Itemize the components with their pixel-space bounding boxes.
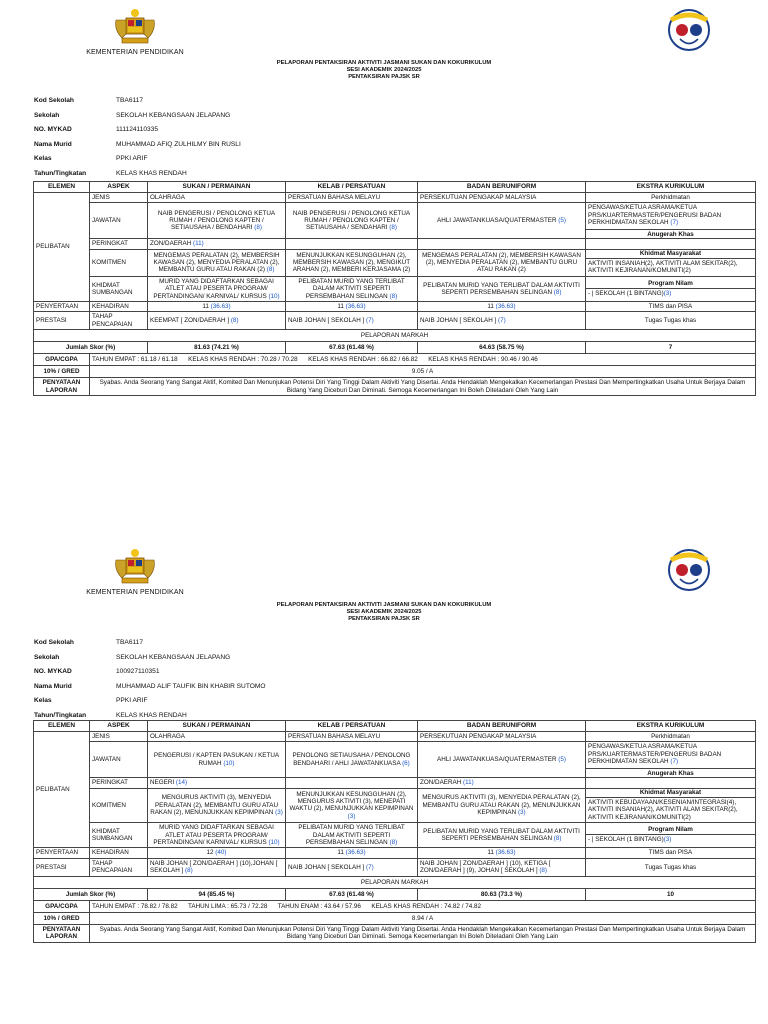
nama-label: Nama Murid bbox=[34, 140, 72, 148]
kelab-komitmen-text: MENUNJUKKAN KESUNGGUHAN (2), MEMBERSIH KAWASAN (2), MENGIKUT ARAHAN (2), MEMBERI KERJASAMA (2) bbox=[292, 251, 411, 274]
nama-value: MUHAMMAD ALIF TAUFIK BIN KHABIR SUTOMO bbox=[116, 682, 266, 690]
sukan-peringkat-score: (11) bbox=[193, 240, 204, 248]
anugerah-value bbox=[586, 778, 756, 788]
sukan-khidmat-score: (10) bbox=[268, 839, 280, 847]
badan-tahap bbox=[418, 858, 586, 876]
badan-khidmat bbox=[418, 276, 586, 301]
pelaporan-markah-header: PELAPORAN MARKAH bbox=[34, 876, 756, 888]
badan-komitmen-text: MENGURUS AKTIVITI (3), MENYEDIA PERALATAN (2), MEMBANTU GURU ATAU RAKAN (2), MENUNJUKKAN KEPIMPINAN bbox=[422, 794, 581, 817]
title-line-1: PELAPORAN PENTAKSIRAN AKTIVITI JASMANI SUKAN DAN KOKURIKULUM bbox=[276, 602, 492, 608]
khidmat-masyarakat-title: Khidmat Masyarakat bbox=[586, 250, 755, 259]
sukan-jenis: OLAHRAGA bbox=[148, 732, 286, 742]
kod-sekolah-value: TBA6117 bbox=[116, 639, 144, 647]
kelab-tahap-score: (7) bbox=[366, 317, 374, 325]
kelab-khidmat bbox=[286, 276, 418, 301]
kelab-header: KELAB / PERSATUAN bbox=[286, 721, 418, 732]
table-row bbox=[34, 732, 756, 742]
report-title bbox=[0, 602, 768, 624]
sukan-khidmat bbox=[148, 276, 286, 301]
ekstra-header: EKSTRA KURIKULUM bbox=[586, 721, 756, 732]
sukan-peringkat-text: NEGERI bbox=[150, 779, 175, 787]
gpa-value: TAHUN EMPAT : 78.82 / 78.82 TAHUN LIMA : 65.73 / 72.28 TAHUN ENAM : 43.64 / 57.96 KELAS KHAS RENDAH : 74.82 / 74.82 bbox=[90, 900, 756, 912]
sukan-tahap-score: (8) bbox=[230, 317, 239, 325]
sukan-jawatan-score: (10) bbox=[223, 759, 235, 767]
kelab-jenis: PERSATUAN BAHASA MELAYU bbox=[286, 732, 418, 742]
kelab-tahap-text: NAIB JOHAN [ SEKOLAH ] bbox=[288, 863, 365, 871]
kelab-kehadiran-score: (36.63) bbox=[345, 849, 366, 857]
kelab-komitmen-text: MENUNJUKKAN KESUNGGUHAN (2), MENGURUS AKTIVITI (3), MENEPATI WAKTU (2), MENUNJUKKAN KEPIMPINAN bbox=[289, 790, 414, 813]
table-row bbox=[34, 888, 756, 900]
sukan-komitmen bbox=[148, 249, 286, 276]
khidmat-masyarakat-value: AKTIVITI KEBUDAYAAN/KESENIAN/INTEGRASI(4), AKTIVITI INSANIAH(2), AKTIVITI ALAM SEKITAR(2), AKTIVITI KEJIRANAN/KOMUNITI(2) bbox=[588, 798, 738, 821]
badan-kehadiran bbox=[418, 302, 586, 312]
ministry-name: KEMENTERIAN PENDIDIKAN bbox=[86, 589, 184, 596]
sukan-komitmen bbox=[148, 788, 286, 823]
kelab-tahap bbox=[286, 858, 418, 876]
mykad-label: NO. MYKAD bbox=[34, 668, 72, 676]
pelibatan-label: PELIBATAN bbox=[34, 193, 90, 302]
sukan-peringkat-text: ZON/DAERAH bbox=[150, 240, 192, 248]
sukan-tahap-text: NAIB JOHAN [ ZON/DAERAH ] (10),JOHAN [ SEKOLAH ] bbox=[150, 859, 278, 875]
school-logo-icon bbox=[666, 6, 712, 52]
badan-header: BADAN BERUNIFORM bbox=[418, 721, 586, 732]
kehadiran-label: KEHADIRAN bbox=[90, 302, 148, 312]
kelab-khidmat-score: (8) bbox=[389, 839, 398, 847]
kelab-jawatan-score: (6) bbox=[402, 759, 410, 767]
badan-jawatan bbox=[418, 203, 586, 239]
badan-tahap-score: (7) bbox=[498, 317, 506, 325]
sukan-komitmen-score: (8) bbox=[266, 266, 275, 274]
sukan-tahap-text: KEEMPAT [ ZON/DAERAH ] bbox=[150, 317, 230, 325]
table-row bbox=[34, 366, 756, 378]
sukan-kehadiran-text: 12 bbox=[206, 849, 214, 857]
nama-value: MUHAMMAD AFIQ ZULHILMY BIN RUSLI bbox=[116, 140, 241, 148]
perkhidmatan-title: Perkhidmatan bbox=[586, 193, 756, 203]
program-nilam-cell bbox=[586, 276, 756, 301]
sukan-header: SUKAN / PERMAINAN bbox=[148, 182, 286, 193]
sukan-header: SUKAN / PERMAINAN bbox=[148, 721, 286, 732]
kelab-komitmen-score: (3) bbox=[347, 812, 356, 820]
table-row bbox=[34, 342, 756, 354]
tahap-label: TAHAP PENCAPAIAN bbox=[90, 858, 148, 876]
aspek-header: ASPEK bbox=[90, 182, 148, 193]
khidmat-masyarakat-title: Khidmat Masyarakat bbox=[586, 789, 755, 798]
tugas-khas-title: Tugas Tugas khas bbox=[586, 312, 756, 330]
gred-label: 10% / GRED bbox=[34, 912, 90, 924]
ministry-header bbox=[80, 8, 190, 57]
perkhidmatan-text: PENGAWAS/KETUA ASRAMA/KETUA PRS/KUARTERMASTER/PENGERUSI BADAN PERKHIDMATAN SEKOLAH bbox=[588, 743, 722, 766]
tahun-value: KELAS KHAS RENDAH bbox=[116, 711, 187, 719]
malaysia-coat-of-arms-icon bbox=[112, 8, 158, 48]
kelab-tahap bbox=[286, 312, 418, 330]
perkhidmatan-text: PENGAWAS/KETUA ASRAMA/KETUA PRS/KUARTERMASTER/PENGERUSI BADAN PERKHIDMATAN SEKOLAH bbox=[588, 204, 722, 227]
badan-khidmat-text: PELIBATAN MURID YANG TERLIBAT DALAM AKTIVITI SEPERTI PERSEMBAHAN SELINGAN bbox=[423, 827, 580, 843]
pelibatan-label: PELIBATAN bbox=[34, 732, 90, 848]
kelab-khidmat-text: PELIBATAN MURID YANG TERLIBAT DALAM AKTIVITI SEPERTI PERSEMBAHAN SELINGAN bbox=[298, 277, 405, 300]
khidmat-masyarakat-cell bbox=[586, 788, 756, 823]
table-row bbox=[34, 239, 756, 249]
program-nilam-cell bbox=[586, 823, 756, 848]
program-nilam-value: - | SEKOLAH (1 BINTANG) bbox=[588, 836, 664, 844]
student-info bbox=[34, 94, 241, 181]
kelab-peringkat bbox=[286, 778, 418, 788]
sukan-khidmat-text: MURID YANG DIDAFTARKAN SEBAGAI ATLET ATAU PESERTA PROGRAM/ PERTANDINGAN/ KARNIVAL/ KURSUS bbox=[153, 277, 274, 300]
anugerah-value bbox=[586, 239, 756, 249]
table-row bbox=[34, 912, 756, 924]
sukan-peringkat bbox=[148, 778, 286, 788]
assessment-table bbox=[33, 181, 756, 396]
kelab-kehadiran-text: 11 bbox=[337, 303, 344, 311]
badan-peringkat-score: (11) bbox=[463, 779, 474, 787]
tims-title: TIMS dan PISA bbox=[586, 848, 756, 858]
malaysia-coat-of-arms-icon bbox=[112, 548, 158, 588]
sekolah-label: Sekolah bbox=[34, 653, 60, 661]
table-row bbox=[34, 276, 756, 301]
badan-jenis: PERSEKUTUAN PENGAKAP MALAYSIA bbox=[418, 732, 586, 742]
school-logo-icon bbox=[666, 546, 712, 592]
badan-kehadiran-score: (36.63) bbox=[495, 849, 516, 857]
sukan-komitmen-text: MENGEMAS PERALATAN (2), MEMBERSIH KAWASAN (2), MENYEDIA PERALATAN (2), MEMBANTU GURU ATAU RAKAN (2) bbox=[153, 251, 280, 274]
kelab-header: KELAB / PERSATUAN bbox=[286, 182, 418, 193]
badan-tahap-text: NAIB JOHAN [ SEKOLAH ] bbox=[420, 317, 497, 325]
sukan-kehadiran-score: (36.63) bbox=[210, 303, 231, 311]
pelaporan-markah-header: PELAPORAN MARKAH bbox=[34, 330, 756, 342]
badan-tahap-score: (8) bbox=[539, 867, 548, 875]
table-row bbox=[34, 312, 756, 330]
kelas-value: PPKI ARIF bbox=[116, 155, 148, 163]
table-row bbox=[34, 302, 756, 312]
program-nilam-score: (3) bbox=[663, 836, 672, 844]
jumlah-sukan: 94 (85.45 %) bbox=[148, 888, 286, 900]
penyataan-value: Syabas. Anda Seorang Yang Sangat Aktif, Komited Dan Menunjukan Potensi Diri Yang Tinggi Dalam Aktiviti Yang Disertai. Anda Hendaklah Mengekalkan Kecemerlangan Prestasi Dan Mempertingkatkan Usaha Untuk Berjaya Dalam Bidang Yang Diceburi Dan Diminati. Semoga Kecemerlangan Ini Boleh Diteladani Oleh Yang Lain bbox=[90, 378, 756, 396]
ekstra-header: EKSTRA KURIKULUM bbox=[586, 182, 756, 193]
khidmat-sumbangan-label: KHIDMAT SUMBANGAN bbox=[90, 276, 148, 301]
tims-title: TIMS dan PISA bbox=[586, 302, 756, 312]
perkhidmatan-value bbox=[586, 742, 756, 778]
kelab-kehadiran-text: 11 bbox=[337, 849, 344, 857]
badan-jenis: PERSEKUTUAN PENGAKAP MALAYSIA bbox=[418, 193, 586, 203]
jumlah-skor-label: Jumlah Skor (%) bbox=[34, 342, 148, 354]
kelab-kehadiran bbox=[286, 302, 418, 312]
elemen-header: ELEMEN bbox=[34, 182, 90, 193]
badan-khidmat-score: (8) bbox=[553, 288, 562, 296]
ministry-header bbox=[80, 548, 190, 597]
table-row bbox=[34, 249, 756, 276]
perkhidmatan-title: Perkhidmatan bbox=[586, 732, 756, 742]
badan-khidmat-text: PELIBATAN MURID YANG TERLIBAT DALAM AKTIVITI SEPERTI PERSEMBAHAN SELINGAN bbox=[423, 281, 580, 296]
sukan-jawatan bbox=[148, 742, 286, 778]
tahun-value: KELAS KHAS RENDAH bbox=[116, 169, 187, 177]
sukan-khidmat bbox=[148, 823, 286, 848]
elemen-header: ELEMEN bbox=[34, 721, 90, 732]
jumlah-badan: 64.63 (58.75 %) bbox=[418, 342, 586, 354]
sekolah-label: Sekolah bbox=[34, 111, 60, 119]
sukan-tahap bbox=[148, 858, 286, 876]
gred-label: 10% / GRED bbox=[34, 366, 90, 378]
kelab-khidmat-text: PELIBATAN MURID YANG TERLIBAT DALAM AKTIVITI SEPERTI PERSEMBAHAN SELINGAN bbox=[298, 824, 405, 847]
jumlah-kelab: 67.63 (61.48 %) bbox=[286, 342, 418, 354]
table-row bbox=[34, 378, 756, 396]
kelab-tahap-text: NAIB JOHAN [ SEKOLAH ] bbox=[288, 317, 365, 325]
jumlah-ekstra: 10 bbox=[586, 888, 756, 900]
gpa-label: GPA/CGPA bbox=[34, 354, 90, 366]
table-row bbox=[34, 778, 756, 788]
sukan-kehadiran-text: 11 bbox=[202, 303, 209, 311]
kelab-khidmat bbox=[286, 823, 418, 848]
kelab-tahap-score: (7) bbox=[366, 863, 374, 871]
anugerah-title: Anugerah Khas bbox=[586, 229, 755, 238]
table-row bbox=[34, 900, 756, 912]
mykad-value: 100927110351 bbox=[116, 668, 160, 676]
jumlah-badan: 80.63 (73.3 %) bbox=[418, 888, 586, 900]
sukan-khidmat-score: (10) bbox=[268, 292, 280, 300]
perkhidmatan-score: (7) bbox=[670, 219, 679, 227]
table-row bbox=[34, 354, 756, 366]
kehadiran-label: KEHADIRAN bbox=[90, 848, 148, 858]
gred-value: 8.94 / A bbox=[90, 912, 756, 924]
kelab-jawatan-score: (8) bbox=[389, 224, 397, 232]
kelas-label: Kelas bbox=[34, 155, 52, 163]
sekolah-value: SEKOLAH KEBANGSAAN JELAPANG bbox=[116, 111, 231, 119]
penyataan-label: PENYATAAN LAPORAN bbox=[34, 378, 90, 396]
sukan-komitmen-text: MENGURUS AKTIVITI (3), MENYEDIA PERALATAN (2), MEMBANTU GURU ATAU RAKAN (2), MENUNJUKKAN KEPIMPINAN bbox=[150, 794, 279, 817]
sukan-tahap-score: (8) bbox=[185, 867, 193, 875]
ministry-name: KEMENTERIAN PENDIDIKAN bbox=[86, 49, 184, 56]
badan-jawatan-text: AHLI JAWATANKUASA/QUATERMASTER bbox=[437, 756, 557, 764]
perkhidmatan-score: (7) bbox=[670, 758, 679, 766]
mykad-label: NO. MYKAD bbox=[34, 126, 72, 134]
sukan-jenis: OLAHRAGA bbox=[148, 193, 286, 203]
gpa-label: GPA/CGPA bbox=[34, 900, 90, 912]
prestasi-label: PRESTASI bbox=[34, 312, 90, 330]
assessment-table bbox=[33, 720, 756, 943]
badan-komitmen bbox=[418, 249, 586, 276]
kelab-jawatan bbox=[286, 742, 418, 778]
gpa-value: TAHUN EMPAT : 61.18 / 61.18 KELAS KHAS RENDAH : 70.28 / 70.28 KELAS KHAS RENDAH : 66.82 / 66.82 KELAS KHAS RENDAH : 90.46 / 90.46 bbox=[90, 354, 756, 366]
kelab-kehadiran bbox=[286, 848, 418, 858]
tahap-label: TAHAP PENCAPAIAN bbox=[90, 312, 148, 330]
anugerah-title: Anugerah Khas bbox=[586, 768, 755, 777]
komitmen-label: KOMITMEN bbox=[90, 249, 148, 276]
sukan-kehadiran bbox=[148, 848, 286, 858]
sukan-peringkat bbox=[148, 239, 286, 249]
penyertaan-label: PENYERTAAN bbox=[34, 302, 90, 312]
khidmat-masyarakat-value: AKTIVITI INSANIAH(2), AKTIVITI ALAM SEKITAR(2), AKTIVITI KEJIRANAN/KOMUNITI(2) bbox=[588, 259, 738, 275]
table-header-row bbox=[34, 721, 756, 732]
table-row bbox=[34, 823, 756, 848]
table-header-row bbox=[34, 182, 756, 193]
jumlah-skor-label: Jumlah Skor (%) bbox=[34, 888, 148, 900]
sekolah-value: SEKOLAH KEBANGSAAN JELAPANG bbox=[116, 653, 231, 661]
kod-sekolah-label: Kod Sekolah bbox=[34, 97, 74, 105]
badan-header: BADAN BERUNIFORM bbox=[418, 182, 586, 193]
table-row bbox=[34, 203, 756, 239]
penyataan-value: Syabas. Anda Seorang Yang Sangat Aktif, Komited Dan Menunjukan Potensi Diri Yang Tinggi Dalam Aktiviti Yang Disertai. Anda Hendaklah Mengekalkan Kecemerlangan Prestasi Dan Mempertingkatkan Usaha Untuk Berjaya Dalam Bidang Yang Diceburi Dan Diminati. Semoga Kecemerlangan Ini Boleh Diteladani Oleh Yang Lain bbox=[90, 924, 756, 942]
title-line-3: PENTAKSIRAN PAJSK SR bbox=[348, 74, 420, 81]
badan-kehadiran-score: (36.63) bbox=[495, 303, 516, 311]
kod-sekolah-value: TBA6117 bbox=[116, 97, 144, 105]
nama-label: Nama Murid bbox=[34, 682, 72, 690]
kelab-jawatan bbox=[286, 203, 418, 239]
badan-komitmen bbox=[418, 788, 586, 823]
jumlah-sukan: 81.63 (74.21 %) bbox=[148, 342, 286, 354]
jenis-label: JENIS bbox=[90, 193, 148, 203]
kod-sekolah-label: Kod Sekolah bbox=[34, 639, 74, 647]
program-nilam-title: Program Nilam bbox=[586, 826, 755, 835]
badan-komitmen-score: (3) bbox=[517, 809, 526, 817]
table-row bbox=[34, 788, 756, 823]
peringkat-label: PERINGKAT bbox=[90, 239, 148, 249]
kelab-khidmat-score: (8) bbox=[389, 292, 398, 300]
table-row bbox=[34, 848, 756, 858]
table-row bbox=[34, 858, 756, 876]
table-row bbox=[34, 193, 756, 203]
jawatan-label: JAWATAN bbox=[90, 203, 148, 239]
sukan-khidmat-text: MURID YANG DIDAFTARKAN SEBAGAI ATLET ATAU PESERTA PROGRAM/ PERTANDINGAN/ KARNIVAL/ KURSUS bbox=[153, 824, 274, 847]
badan-jawatan bbox=[418, 742, 586, 778]
badan-tahap-text: NAIB JOHAN [ ZON/DAERAH ] (10), KETIGA [ ZON/DAERAH ] (9), JOHAN [ SEKOLAH ] bbox=[420, 859, 551, 875]
khidmat-masyarakat-cell bbox=[586, 249, 756, 276]
badan-peringkat-text: ZON/DAERAH bbox=[420, 779, 462, 787]
badan-kehadiran bbox=[418, 848, 586, 858]
title-line-1: PELAPORAN PENTAKSIRAN AKTIVITI JASMANI SUKAN DAN KOKURIKULUM bbox=[276, 60, 492, 66]
sukan-jawatan-text: NAIB PENGERUSI / PENOLONG KETUA RUMAH / PENOLONG KAPTEN / SETIAUSAHA / BENDAHARI bbox=[157, 209, 276, 232]
badan-tahap bbox=[418, 312, 586, 330]
kelab-jenis: PERSATUAN BAHASA MELAYU bbox=[286, 193, 418, 203]
perkhidmatan-value bbox=[586, 203, 756, 239]
title-line-2: SESI AKADEMIK 2024/2025 bbox=[346, 609, 422, 616]
kelab-komitmen bbox=[286, 249, 418, 276]
program-nilam-value: - | SEKOLAH (1 BINTANG) bbox=[588, 289, 664, 297]
gred-value: 9.05 / A bbox=[90, 366, 756, 378]
kelab-jawatan-text: PENOLONG SETIAUSAHA / PENOLONG BENDAHARI / AHLI JAWATANKUASA bbox=[292, 752, 411, 767]
report-title bbox=[0, 60, 768, 82]
komitmen-label: KOMITMEN bbox=[90, 788, 148, 823]
jumlah-ekstra: 7 bbox=[586, 342, 756, 354]
penyertaan-label: PENYERTAAN bbox=[34, 848, 90, 858]
sukan-tahap bbox=[148, 312, 286, 330]
program-nilam-score: (3) bbox=[663, 289, 672, 297]
program-nilam-title: Program Nilam bbox=[586, 280, 755, 289]
badan-khidmat-score: (8) bbox=[553, 835, 562, 843]
badan-khidmat bbox=[418, 823, 586, 848]
table-row bbox=[34, 876, 756, 888]
title-line-2: SESI AKADEMIK 2024/2025 bbox=[346, 67, 422, 74]
sukan-jawatan-score: (8) bbox=[254, 224, 262, 232]
tugas-khas-title: Tugas Tugas khas bbox=[586, 858, 756, 876]
badan-jawatan-text: AHLI JAWATANKUASA/QUATERMASTER bbox=[437, 217, 557, 225]
mykad-value: 111124110335 bbox=[116, 126, 159, 134]
tahun-label: Tahun/Tingkatan bbox=[34, 169, 87, 177]
badan-peringkat bbox=[418, 239, 586, 249]
badan-jawatan-score: (5) bbox=[558, 217, 566, 225]
tahun-label: Tahun/Tingkatan bbox=[34, 711, 87, 719]
table-row bbox=[34, 742, 756, 778]
khidmat-sumbangan-label: KHIDMAT SUMBANGAN bbox=[90, 823, 148, 848]
student-info bbox=[34, 636, 265, 723]
jawatan-label: JAWATAN bbox=[90, 742, 148, 778]
kelas-label: Kelas bbox=[34, 697, 52, 705]
jenis-label: JENIS bbox=[90, 732, 148, 742]
kelas-value: PPKI ARIF bbox=[116, 697, 148, 705]
aspek-header: ASPEK bbox=[90, 721, 148, 732]
penyataan-label: PENYATAAN LAPORAN bbox=[34, 924, 90, 942]
kelab-kehadiran-score: (36.63) bbox=[345, 303, 366, 311]
prestasi-label: PRESTASI bbox=[34, 858, 90, 876]
badan-kehadiran-text: 11 bbox=[487, 849, 494, 857]
badan-jawatan-score: (5) bbox=[558, 756, 566, 764]
table-row bbox=[34, 924, 756, 942]
title-line-3: PENTAKSIRAN PAJSK SR bbox=[348, 616, 420, 623]
sukan-jawatan-text: PENGERUSI / KAPTEN PASUKAN / KETUA RUMAH bbox=[153, 752, 280, 767]
kelab-peringkat bbox=[286, 239, 418, 249]
sukan-peringkat-score: (14) bbox=[175, 779, 188, 787]
sukan-jawatan bbox=[148, 203, 286, 239]
kelab-jawatan-text: NAIB PENGERUSI / PENOLONG KETUA RUMAH / PENOLONG KAPTEN / SETIAUSAHA / SENDAHARI bbox=[292, 209, 411, 232]
kelab-komitmen bbox=[286, 788, 418, 823]
badan-kehadiran-text: 11 bbox=[487, 303, 494, 311]
jumlah-kelab: 67.63 (61.48 %) bbox=[286, 888, 418, 900]
sukan-komitmen-score: (3) bbox=[275, 809, 283, 817]
badan-komitmen-text: MENGEMAS PERALATAN (2), MEMBERSIH KAWASAN (2), MENYEDIA PERALATAN (2), MEMBANTU GURU ATAU RAKAN (2) bbox=[422, 251, 581, 274]
sukan-kehadiran bbox=[148, 302, 286, 312]
sukan-kehadiran-score: (40) bbox=[215, 849, 227, 857]
peringkat-label: PERINGKAT bbox=[90, 778, 148, 788]
table-row bbox=[34, 330, 756, 342]
badan-peringkat bbox=[418, 778, 586, 788]
